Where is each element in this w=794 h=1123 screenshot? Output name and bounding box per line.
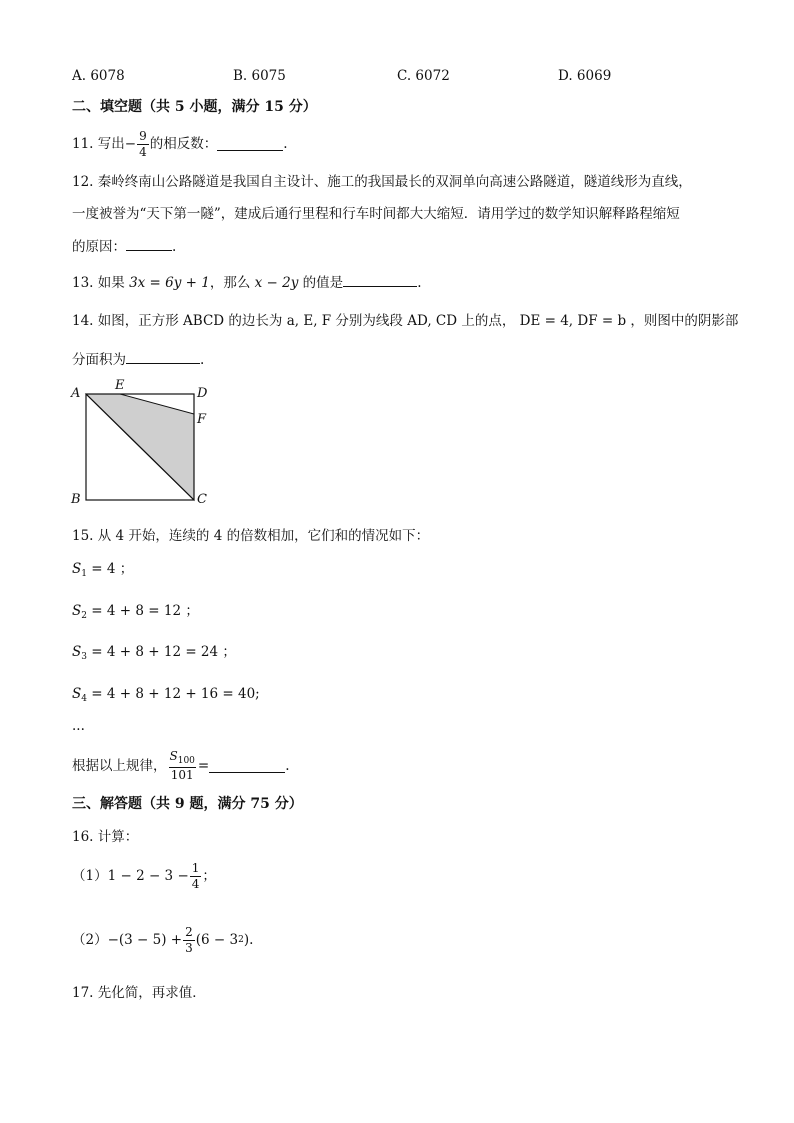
q14-line1: 14. 如图，正方形 ABCD 的边长为 a, E, F 分别为线段 AD, CD 上的点， DE = 4, DF = b ，则图中的阴影部 xyxy=(72,313,739,329)
section-3-heading: 三、解答题（共 9 题，满分 75 分） xyxy=(72,796,303,812)
q15-fraction xyxy=(168,750,197,782)
q16-p2-fraction xyxy=(183,926,195,954)
q15-rule-text: 根据以上规律， xyxy=(72,757,167,774)
q13-prefix: 13. 如果 xyxy=(72,275,130,291)
q12-line3-text: 的原因： xyxy=(72,239,126,255)
q11-answer-blank[interactable] xyxy=(217,137,283,151)
q13-equation: 3x = 6y + 1 xyxy=(129,275,210,291)
q15-s2 xyxy=(72,603,199,622)
q11-numerator: 9 xyxy=(139,129,147,143)
q15-s3 xyxy=(72,644,236,663)
q15-intro: 15. 从 4 开始，连续的 4 的倍数相加，它们和的情况如下： xyxy=(72,528,430,544)
q15-s1 xyxy=(72,561,133,580)
q11-minus: − xyxy=(124,136,137,152)
q16-p2-end: . xyxy=(249,932,254,948)
s2-value: = 4 + 8 = 12 ； xyxy=(91,603,199,619)
q16-p1-fraction xyxy=(190,862,202,890)
q17-title: 17. 先化简，再求值． xyxy=(72,985,206,1001)
q14-answer-blank[interactable] xyxy=(126,350,200,364)
s3-value: = 4 + 8 + 12 = 24 ； xyxy=(91,644,236,660)
s3-symbol: S xyxy=(72,644,82,660)
label-c: C xyxy=(197,492,207,507)
question-11 xyxy=(72,130,288,158)
q11-end: . xyxy=(283,136,288,152)
s1-value: = 4 ； xyxy=(91,561,134,577)
option-a: A. 6078 xyxy=(72,68,125,84)
q16-part1 xyxy=(72,862,216,890)
q16-p2-label: （2） xyxy=(72,932,108,948)
q15-answer-blank[interactable] xyxy=(209,759,285,773)
q11-fraction xyxy=(137,130,149,158)
question-13 xyxy=(72,273,421,291)
option-b: B. 6075 xyxy=(233,68,286,84)
q14-end: . xyxy=(200,352,205,368)
s4-symbol: S xyxy=(72,686,82,702)
s4-value: = 4 + 8 + 12 + 16 = 40; xyxy=(91,686,260,702)
q15-equals: = xyxy=(197,757,210,774)
q12-line2: 一度被誉为“天下第一隧”，建成后通行里程和行车时间都大大缩短．请用学过的数学知识解释路程缩短 xyxy=(72,206,680,222)
square-figure xyxy=(68,378,218,512)
q13-mid: ，那么 xyxy=(209,275,255,291)
q15-ellipsis: ··· xyxy=(72,722,85,738)
q13-expression: x − 2y xyxy=(254,275,299,291)
option-d: D. 6069 xyxy=(558,68,612,84)
q16-p1-end: ； xyxy=(202,868,216,884)
q16-title: 16. 计算： xyxy=(72,829,139,845)
q16-p2-expression3: ) xyxy=(243,932,250,948)
label-d: D xyxy=(197,386,208,401)
q16-part2 xyxy=(72,926,253,954)
q14-line2-text: 分面积为 xyxy=(72,352,126,368)
q16-p1-denominator: 4 xyxy=(191,876,200,891)
q16-p2-denominator: 3 xyxy=(185,940,193,955)
q15-s4 xyxy=(72,686,260,705)
q13-end: . xyxy=(417,275,422,291)
q12-answer-blank[interactable] xyxy=(126,237,172,251)
q11-prefix: 11. 写出 xyxy=(72,136,125,152)
q12-end: . xyxy=(172,239,177,255)
q12-line1: 12. 秦岭终南山公路隧道是我国自主设计、施工的我国最长的双洞单向高速公路隧道，隧道线形为直线， xyxy=(72,174,692,190)
section-2-heading: 二、填空题（共 5 小题，满分 15 分） xyxy=(72,99,317,115)
q12-line3 xyxy=(72,237,176,255)
q11-suffix: 的相反数： xyxy=(149,136,218,152)
label-f: F xyxy=(197,412,207,427)
s4-index: 4 xyxy=(81,694,87,704)
q15-s-symbol: S xyxy=(169,749,178,763)
q16-p2-expression1: −(3 − 5) + xyxy=(107,932,183,948)
s2-index: 2 xyxy=(81,611,87,621)
label-a: A xyxy=(71,386,81,401)
q13-suffix: 的值是 xyxy=(298,275,344,291)
q16-p2-expression2: (6 − 3 xyxy=(195,932,239,948)
option-c: C. 6072 xyxy=(397,68,450,84)
q16-p1-numerator: 1 xyxy=(191,861,200,875)
q15-s-index: 100 xyxy=(177,756,195,766)
s2-symbol: S xyxy=(72,603,82,619)
q13-answer-blank[interactable] xyxy=(343,273,417,287)
q15-frac-numerator xyxy=(168,750,197,767)
q15-rule xyxy=(72,750,290,782)
q14-line2 xyxy=(72,350,204,368)
s3-index: 3 xyxy=(81,652,87,662)
square-diagram xyxy=(68,382,218,512)
label-b: B xyxy=(71,492,81,507)
s1-symbol: S xyxy=(72,561,82,577)
q16-p1-expression: 1 − 2 − 3 − xyxy=(107,868,189,884)
q11-denominator: 4 xyxy=(139,144,147,159)
q15-end: . xyxy=(285,757,290,774)
q16-p2-exponent: 2 xyxy=(238,934,244,945)
label-e: E xyxy=(115,378,125,393)
s1-index: 1 xyxy=(81,569,87,579)
q16-p1-label: （1） xyxy=(72,868,108,884)
q16-p2-numerator: 2 xyxy=(185,925,193,939)
q15-frac-denominator: 101 xyxy=(170,768,194,783)
